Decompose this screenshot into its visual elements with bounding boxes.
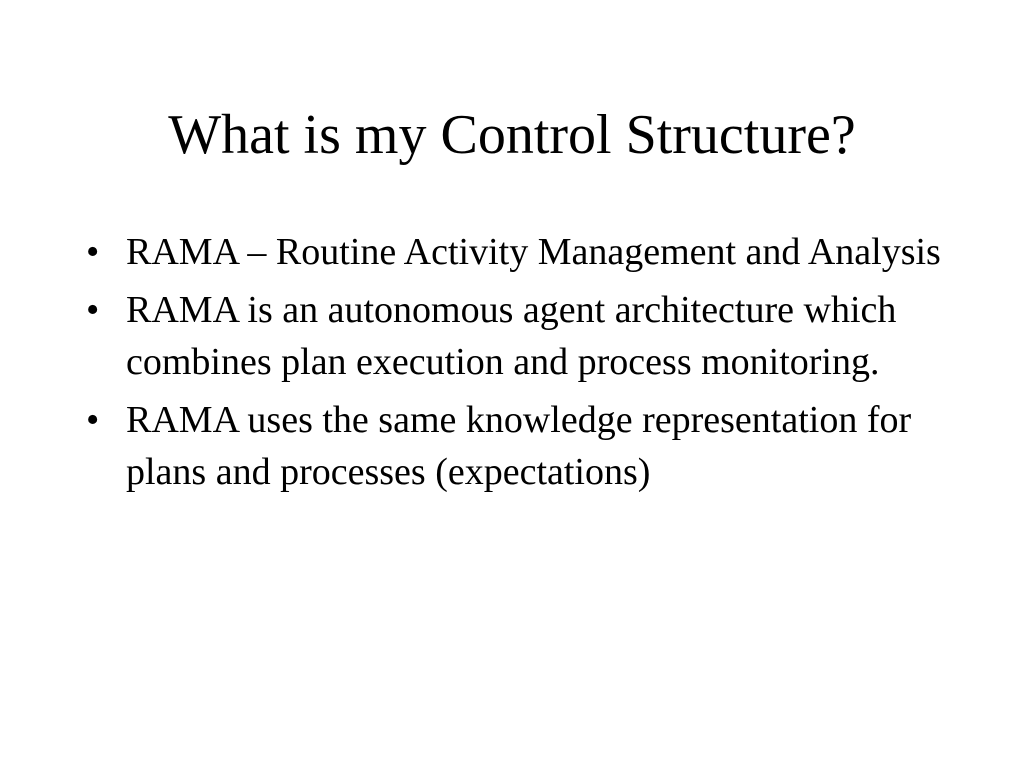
bullet-list (86, 226, 966, 504)
slide-title: What is my Control Structure? (168, 104, 856, 166)
bullet-text: RAMA uses the same knowledge representation for plans and processes (expectations) (126, 399, 912, 493)
bullet-dot-icon: • (86, 289, 100, 331)
bullet-dot-icon: • (86, 231, 100, 273)
bullet-item (86, 284, 966, 388)
bullet-item (86, 394, 966, 498)
bullet-text: RAMA is an autonomous agent architecture which combines plan execution and process monitoring. (126, 289, 897, 383)
bullet-item (86, 226, 966, 278)
bullet-dot-icon: • (86, 399, 100, 441)
bullet-text: RAMA – Routine Activity Management and Analysis (126, 231, 941, 273)
